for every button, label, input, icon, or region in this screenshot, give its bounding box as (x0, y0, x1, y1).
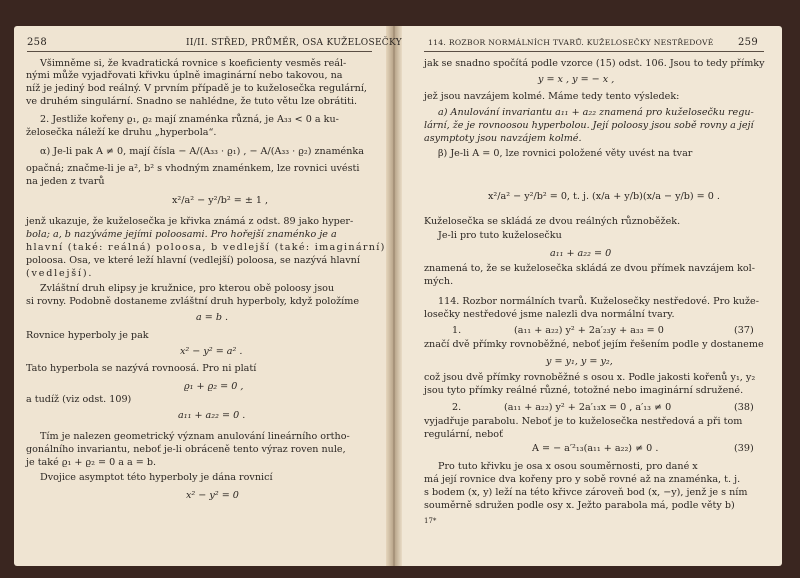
left-line: na jeden z tvarů (26, 176, 105, 187)
right-line: regulární, neboť (424, 429, 503, 440)
left-line: Tím je nalezen geometrický význam anulování lineárního ortho- (40, 431, 350, 442)
left-line: Dvojice asymptot této hyperboly je dána rovnicí (40, 472, 273, 483)
right-equation: y = y₁, y = y₂, (546, 356, 613, 367)
right-line: a) Anulování invariantu a₁₁ + a₂₂ znamená pro kuželosečku regu- (438, 107, 754, 118)
right-line: asymptoty jsou navzájem kolmé. (424, 133, 582, 144)
right-line: lární, že je rovnoosou hyperbolou. Její poloosy jsou sobě rovny a její (424, 120, 754, 131)
left-equation: ϱ₁ + ϱ₂ = 0 , (184, 381, 244, 392)
left-line: a tudíž (viz odst. 109) (26, 394, 132, 405)
right-line: jsou tyto přímky reálné různé, totožné nebo imaginární sdružené. (424, 385, 744, 396)
right-line: losečky nestředové jsme nalezli dva normální tvary. (424, 309, 675, 320)
left-equation: a = b . (196, 312, 229, 323)
right-line: znamená to, že se kuželosečka skládá ze dvou přímek navzájem kol- (424, 263, 755, 274)
right-equation-number: (37) (734, 325, 754, 336)
left-equation: a₁₁ + a₂₂ = 0 . (178, 410, 246, 421)
left-line: Všimněme si, že kvadratická rovnice s koeficienty vesměs reál- (40, 58, 347, 69)
right-line: což jsou dvě přímky rovnoběžné s osou x. Podle jakosti kořenů y₁, y₂ (424, 372, 756, 383)
right-equation: x²/a² − y²/b² = 0, t. j. (x/a + y/b)(x/a − y/b) = 0 . (488, 191, 720, 202)
left-line: Zvláštní druh elipsy je kružnice, pro kterou obě poloosy jsou (40, 283, 335, 294)
left-line: si rovny. Podobně dostaneme zvláštní druh hyperboly, když položíme (26, 296, 359, 307)
left-line: níž je jediný bod reálný. V prvním případě je to kuželosečka regulární, (26, 83, 367, 94)
left-line: Tato hyperbola se nazývá rovnoosá. Pro ni platí (26, 363, 257, 374)
right-equation-number: (38) (734, 402, 754, 413)
left-line: bola; a, b nazýváme jejími poloosami. Pro hořejší znaménko je a (26, 229, 337, 240)
left-running-header: II/II. STŘED, PRŮMĚR, OSA KUŽELOSEČKY (186, 38, 403, 48)
right-line: β) Je-li A = 0, lze rovnici položené věty uvést na tvar (438, 148, 693, 159)
right-equation-number: (39) (734, 443, 754, 454)
book-gutter (386, 26, 402, 566)
right-page-number: 259 (738, 37, 758, 48)
right-equation: y = x , y = − x , (538, 74, 615, 85)
right-equation: A = − a′²₁₃(a₁₁ + a₂₂) ≠ 0 . (532, 443, 659, 454)
left-header-rule (27, 51, 372, 52)
left-line: nými může vyjadřovati křivku úplně imaginární nebo takovou, na (26, 70, 343, 81)
right-line: jež jsou navzájem kolmé. Máme tedy tento výsledek: (424, 91, 680, 102)
right-equation: (a₁₁ + a₂₂) y² + 2a′₁₃x = 0 , a′₁₃ ≠ 0 (504, 402, 672, 413)
left-equation: x² − y² = 0 (186, 490, 239, 501)
right-equation: (a₁₁ + a₂₂) y² + 2a′₂₃y + a₃₃ = 0 (514, 325, 664, 336)
left-line: želosečka náleží ke druhu „hyperbola“. (26, 127, 217, 138)
left-line: ve druhém singulární. Snadno se nahlédne, že tuto větu lze obrátiti. (26, 96, 358, 107)
right-line: značí dvě přímky rovnoběžné, neboť jejím řešením podle y dostaneme (424, 339, 764, 350)
left-line: gonálního invariantu, neboť je-li obráceně tento výraz roven nule, (26, 444, 346, 455)
left-page-number: 258 (27, 37, 47, 48)
right-line: Je-li pro tuto kuželosečku (438, 230, 562, 241)
right-line: Pro tuto křivku je osa x osou souměrnosti, pro dané x (438, 461, 698, 472)
right-line: vyjadřuje parabolu. Neboť je to kuželosečka nestředová a při tom (424, 416, 743, 427)
right-running-header: 114. ROZBOR NORMÁLNÍCH TVARŮ. KUŽELOSEČKY NESTŘEDOVÉ (428, 38, 714, 47)
right-equation-label: 2. (452, 402, 462, 413)
right-equation: a₁₁ + a₂₂ = 0 (550, 248, 612, 259)
left-equation: x² − y² = a² . (180, 346, 243, 357)
right-line: Kuželosečka se skládá ze dvou reálných různoběžek. (424, 216, 681, 227)
left-equation: x²/a² − y²/b² = ± 1 , (172, 195, 269, 206)
right-line: souměrně sdružen podle osy x. Ježto parabola má, podle věty b) (424, 500, 735, 511)
left-line: hlavní (také: reálná) poloosa, b vedlejší (také: imaginární) (26, 242, 386, 253)
left-line: 2. Jestliže kořeny ϱ₁, ϱ₂ mají znaménka různá, je A₃₃ < 0 a ku- (40, 114, 339, 125)
right-line: jak se snadno spočítá podle vzorce (15) odst. 106. Jsou to tedy přímky (424, 58, 765, 69)
left-line: opačná; značme-li je a², b² s vhodným znaménkem, lze rovnici uvésti (26, 163, 360, 174)
right-line: s bodem (x, y) leží na této křivce zároveň bod (x, −y), jenž je s ním (424, 487, 748, 498)
left-line: jenž ukazuje, že kuželosečka je křivka známá z odst. 89 jako hyper- (26, 216, 354, 227)
left-line: poloosa. Osa, ve které leží hlavní (vedlejší) poloosa, se nazývá hlavní (26, 255, 360, 266)
left-line: (vedlejší). (26, 268, 94, 279)
signature-mark: 17* (424, 517, 437, 525)
left-line: Rovnice hyperboly je pak (26, 330, 149, 341)
right-header-rule (424, 51, 764, 52)
right-section-heading: 114. Rozbor normálních tvarů. Kuželosečky nestředové. Pro kuže- (438, 296, 759, 307)
left-line: α) Je-li pak A ≠ 0, mají čísla − A/(A₃₃ · ϱ₁) , − A/(A₃₃ · ϱ₂) znaménka (40, 146, 364, 157)
right-line: mých. (424, 276, 454, 287)
left-line: je také ϱ₁ + ϱ₂ = 0 a a = b. (26, 457, 157, 468)
right-line: má její rovnice dva kořeny pro y sobě rovné až na znaménka, t. j. (424, 474, 741, 485)
right-equation-label: 1. (452, 325, 462, 336)
